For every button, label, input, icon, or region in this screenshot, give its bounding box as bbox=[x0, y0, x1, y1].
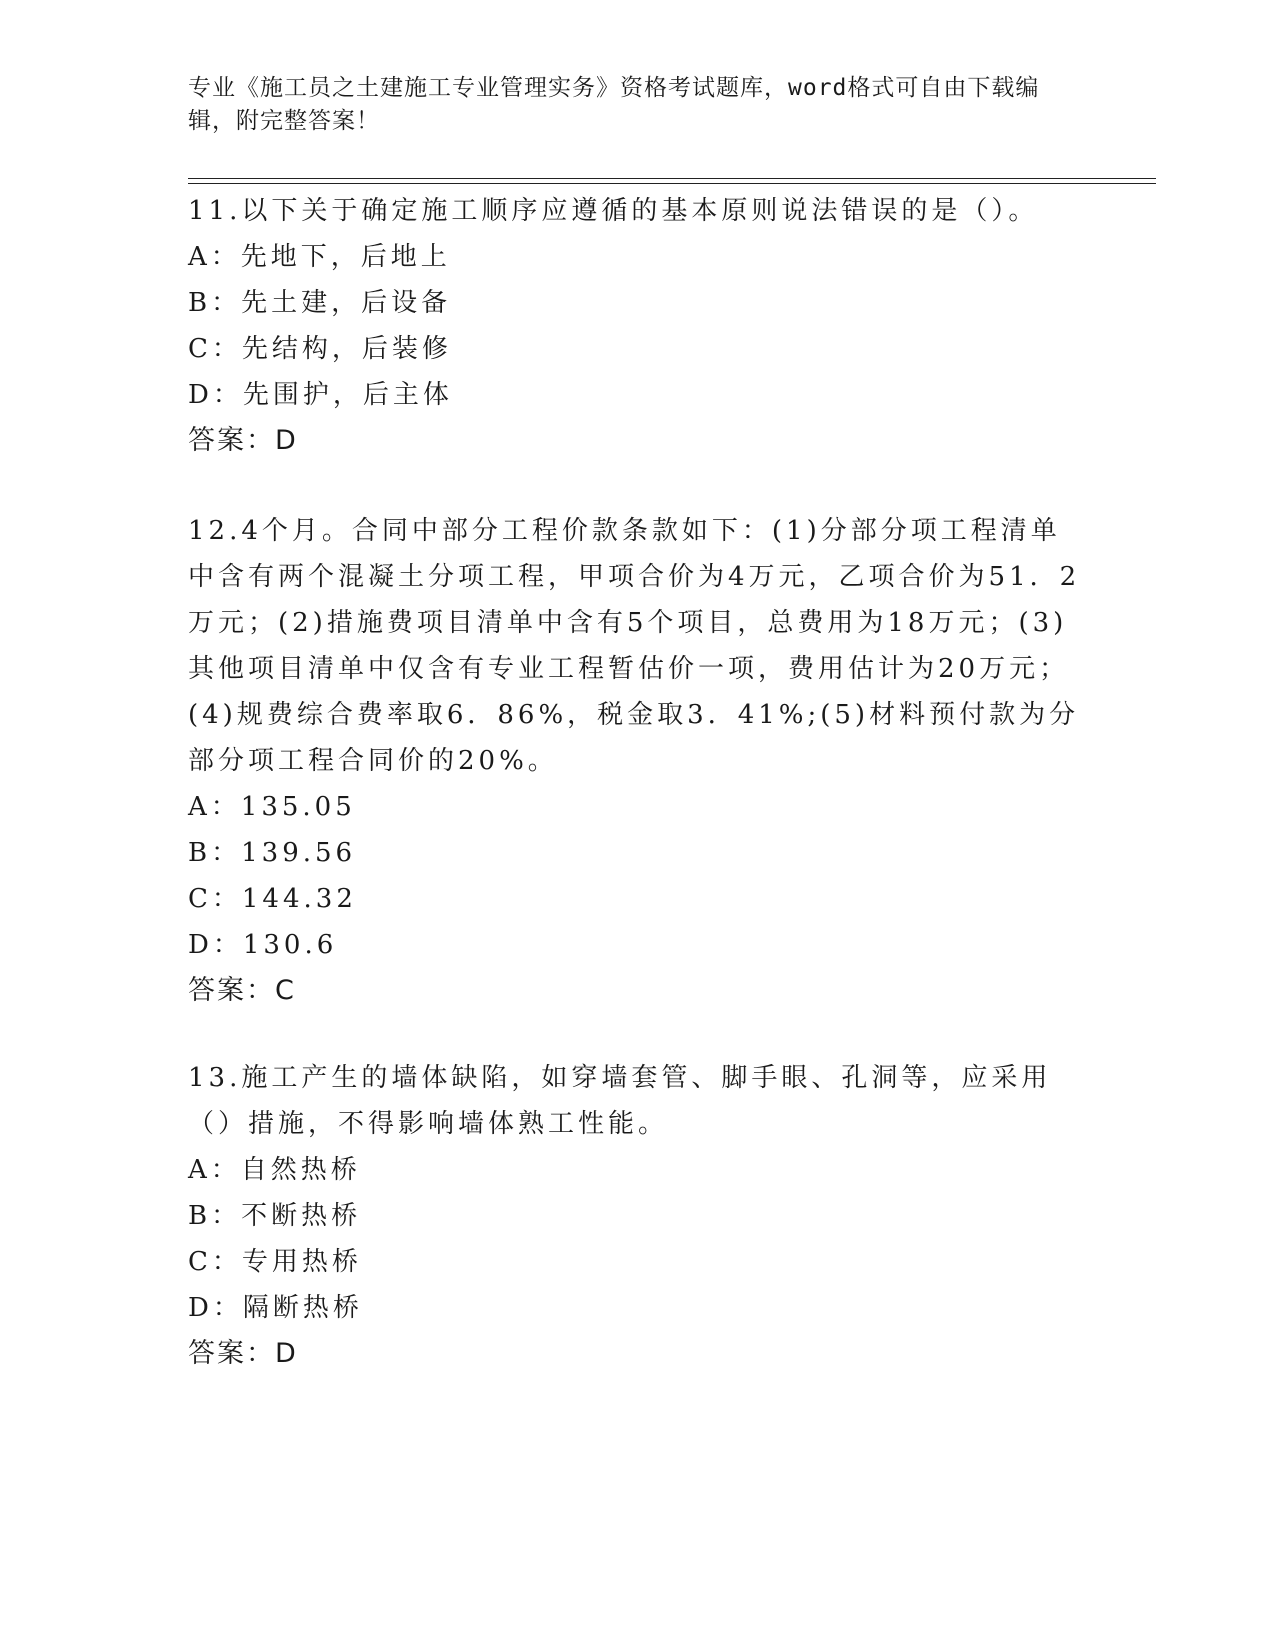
option-d: D：隔断热桥 bbox=[188, 1293, 363, 1323]
option-d: D：130.6 bbox=[188, 930, 338, 960]
question-stem: 12.4个月。合同中部分工程价款条款如下：(1)分部分项工程清单中含有两个混凝土分项工程，甲项合价为4万元，乙项合价为51．2万元；(2)措施费项目清单中含有5个项目，总费用为18万元；(3)其他项目清单中仅含有专业工程暂估价一项，费用估计为20万元；(4)规费综合费率取6．86%，税金取3．41%;(5)材料预付款为分部分项工程合同价的20%。 bbox=[188, 516, 1081, 776]
option-a: A：135.05 bbox=[188, 792, 356, 822]
answer-line: 答案：D bbox=[188, 1338, 298, 1369]
header-divider-top bbox=[188, 178, 1156, 179]
question-stem: 13.施工产生的墙体缺陷，如穿墙套管、脚手眼、孔洞等，应采用（）措施，不得影响墙体熟工性能。 bbox=[188, 1063, 1052, 1139]
option-c: C：先结构，后装修 bbox=[188, 334, 452, 364]
question-12 bbox=[188, 508, 1088, 1014]
option-c: C：专用热桥 bbox=[188, 1247, 362, 1277]
option-a: A：自然热桥 bbox=[188, 1155, 361, 1185]
answer-line: 答案：D bbox=[188, 425, 298, 456]
option-b: B：139.56 bbox=[188, 838, 357, 868]
answer-line: 答案：C bbox=[188, 975, 296, 1006]
option-c: C：144.32 bbox=[188, 884, 357, 914]
question-13 bbox=[188, 1055, 1088, 1377]
option-a: A：先地下，后地上 bbox=[188, 242, 451, 272]
question-stem: 11.以下关于确定施工顺序应遵循的基本原则说法错误的是（）。 bbox=[188, 196, 1039, 226]
option-b: B：先土建，后设备 bbox=[188, 288, 452, 318]
option-b: B：不断热桥 bbox=[188, 1201, 362, 1231]
document-header: 专业《施工员之土建施工专业管理实务》资格考试题库，word格式可自由下载编辑，附完整答案！ bbox=[188, 75, 1040, 134]
header-divider-bottom bbox=[188, 183, 1156, 184]
option-d: D：先围护，后主体 bbox=[188, 380, 453, 410]
question-11 bbox=[188, 188, 1088, 464]
